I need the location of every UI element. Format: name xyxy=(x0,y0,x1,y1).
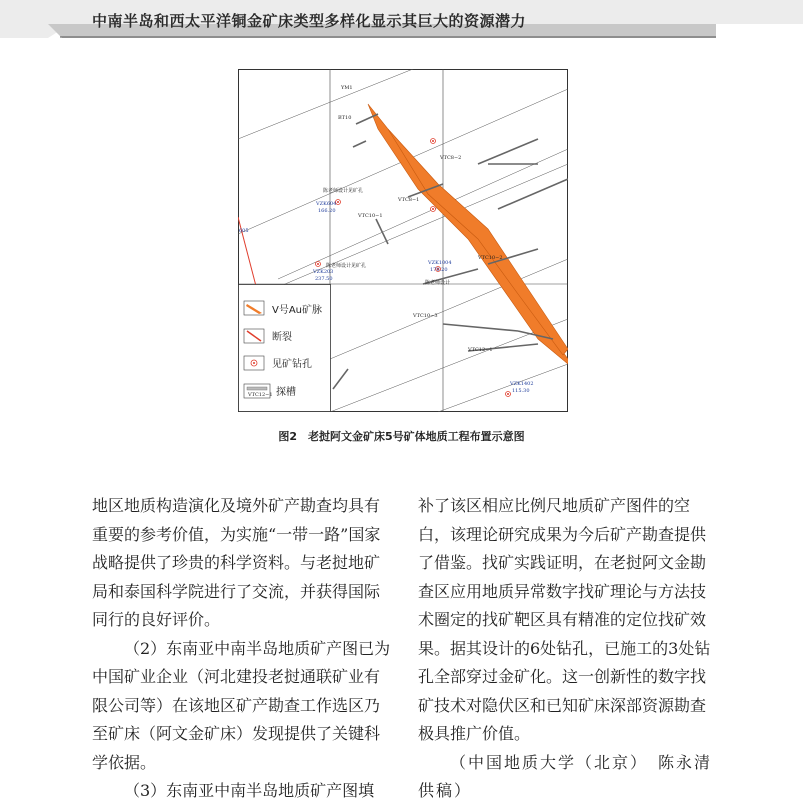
left-paragraph-3: （3）东南亚中南半岛地质矿产图填 xyxy=(124,781,375,800)
map-legend xyxy=(239,285,331,412)
label-vtc8-1: VTC8−1 xyxy=(398,197,420,203)
label-zk1004-depth: 170.20 xyxy=(430,267,448,273)
label-bt10: BT10 xyxy=(338,115,352,121)
label-zk1402: VZK1402 xyxy=(510,381,534,387)
label-zk604: VZK604 xyxy=(316,201,337,207)
legend-trench-code: VTC12−1 xyxy=(248,392,273,398)
label-edge: 605 xyxy=(239,228,249,234)
author-signature: （中国地质大学（北京） 陈永清供稿） xyxy=(418,752,713,800)
left-column xyxy=(92,492,392,806)
label-vtc8-2: VTC8−2 xyxy=(440,155,462,161)
left-paragraph-1: 地区地质构造演化及境外矿产勘查均具有重要的参考价值，为实施“一带一路”国家战略提供了珍贵的科学资料。与老挝地矿局和泰国科学院进行了交流，并获得国际同行的良好评价。 xyxy=(92,496,381,629)
figure-caption: 图2 老挝阿文金矿床5号矿体地质工程布置示意图 xyxy=(278,430,525,443)
label-note2: 陈老师设计见矿孔 xyxy=(326,263,367,269)
label-zk203-depth: 237.50 xyxy=(315,276,333,282)
legend-trench-label: 探槽 xyxy=(276,387,296,398)
fault-icon xyxy=(244,329,264,343)
label-zk203: VZK203 xyxy=(313,269,334,275)
label-vtc10-2: VTC10−2 xyxy=(478,255,503,261)
drillhole-icon xyxy=(244,356,264,370)
label-note3: 陈老师设计 xyxy=(425,280,451,286)
ore-vein-icon xyxy=(244,301,264,315)
label-vtc10-3: VTC10−3 xyxy=(413,313,438,319)
legend-fault-label: 断裂 xyxy=(272,332,292,343)
label-zk604-depth: 166.20 xyxy=(318,208,336,214)
label-vtc12-1: VTC12−1 xyxy=(468,347,493,353)
legend-ore-vein-label: Ⅴ号Au矿脉 xyxy=(272,305,323,316)
legend-drillhole-label: 见矿钻孔 xyxy=(272,359,312,370)
geologic-map-figure xyxy=(238,69,568,412)
label-note1: 陈老师设计见矿孔 xyxy=(323,188,364,194)
running-header-title: 中南半岛和西太平洋铜金矿床类型多样化显示其巨大的资源潜力 xyxy=(92,12,527,30)
trench-icon xyxy=(244,384,273,398)
left-paragraph-2: （2）东南亚中南半岛地质矿产图已为中国矿业企业（河北建投老挝通联矿业有限公司等）在该地区矿产勘查工作选区乃至矿床（阿文金矿床）发现提供了关键科学依据。 xyxy=(92,638,391,772)
right-column xyxy=(418,492,718,806)
right-paragraph-1: 补了该区相应比例尺地质矿产图件的空白，该理论研究成果为今后矿产勘查提供了借鉴。找矿实践证明，在老挝阿文金勘查区应用地质异常数字找矿理论与方法技术圈定的找矿靶区具有精准的定位找矿效果。据其设计的6处钻孔，已施工的3处钻孔全部穿过金矿化。这一创新性的数字找矿技术对隐伏区和已知矿床深部资源勘查极具推广价值。 xyxy=(418,496,711,743)
label-zk1004: VZK1004 xyxy=(428,260,452,266)
label-vtc10-1: VTC10−1 xyxy=(358,213,383,219)
label-zk1402-depth: 115.30 xyxy=(512,388,530,394)
label-ym1: YM1 xyxy=(341,85,353,91)
